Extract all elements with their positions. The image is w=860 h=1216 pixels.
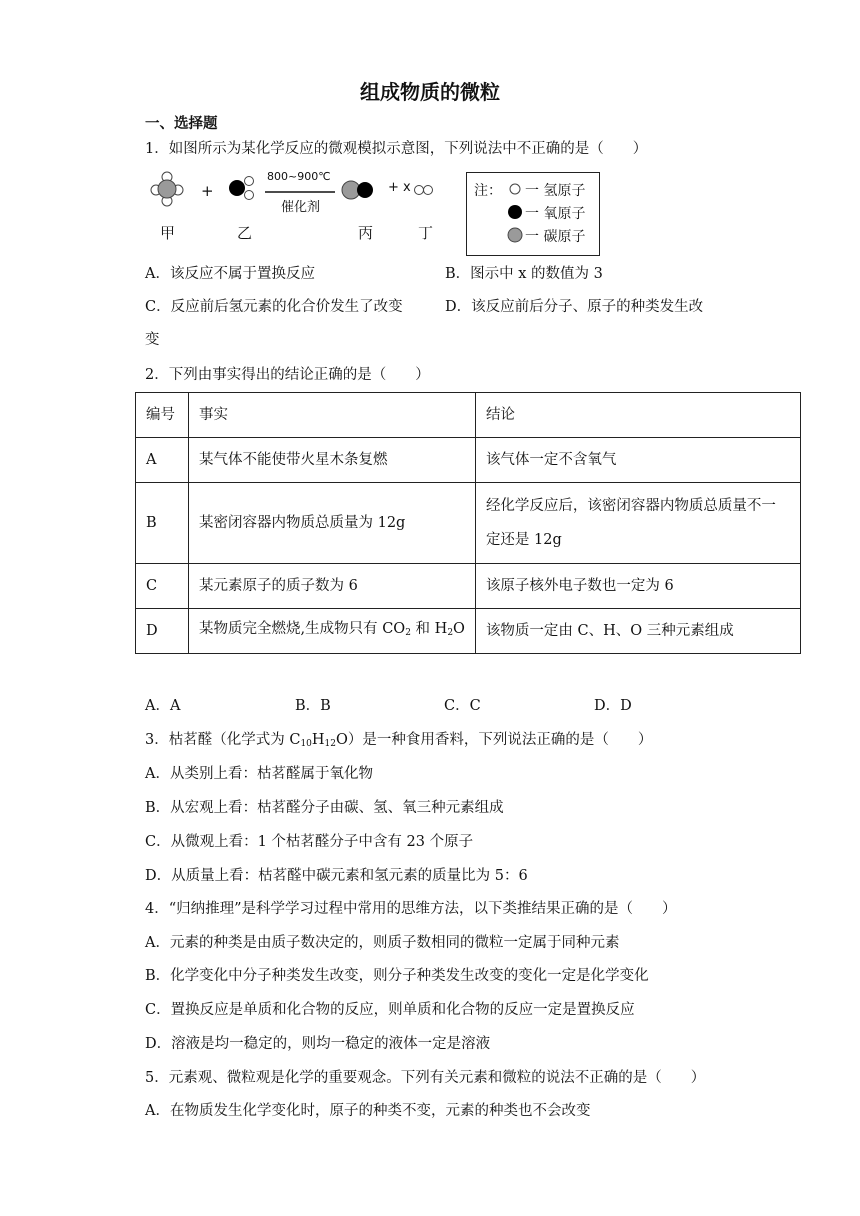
q3-stem <box>145 730 652 754</box>
fact-text: 某物质完全燃烧,生成物只有 CO <box>199 621 406 637</box>
row-id: A <box>136 438 189 483</box>
oxygen-swatch <box>508 205 522 219</box>
legend-carbon: 一 碳原子 <box>525 229 586 245</box>
row-conclusion <box>475 483 800 564</box>
reaction-condition: 800~900℃ <box>267 170 331 183</box>
q4-option-a: A．元素的种类是由质子数决定的，则质子数相同的微粒一定属于同种元素 <box>145 935 620 951</box>
hydrogen-swatch <box>510 184 520 194</box>
facts-table <box>135 392 801 654</box>
q4-option-d: D．溶液是均一稳定的，则均一稳定的液体一定是溶液 <box>145 1036 491 1052</box>
fact-text: O <box>453 621 465 637</box>
q1-option-c: C．反应前后氢元素的化合价发生了改变 <box>145 299 403 315</box>
q5-option-a: A．在物质发生化学变化时，原子的种类不变，元素的种类也不会改变 <box>145 1103 591 1119</box>
header-id: 编号 <box>136 393 189 438</box>
conclusion-line-1: 经化学反应后，该密闭容器内物质总质量不一 <box>485 498 776 514</box>
reaction-catalyst: 催化剂 <box>281 200 321 215</box>
q3-option-b: B．从宏观上看：枯茗醛分子由碳、氢、氧三种元素组成 <box>145 800 504 816</box>
plus-x-sign: + x <box>388 180 411 195</box>
q3-option-a: A．从类别上看：枯茗醛属于氧化物 <box>145 766 373 782</box>
legend-title: 注： <box>474 183 502 199</box>
q3-stem-text: 3．枯茗醛（化学式为 C <box>145 732 301 748</box>
legend-hydrogen: 一 氢原子 <box>525 183 586 199</box>
q3-stem-text: H <box>311 732 325 748</box>
conclusion-line-2: 定还是 12g <box>485 532 562 548</box>
row-fact: 某元素原子的质子数为 6 <box>189 564 476 609</box>
subscript: 12 <box>324 739 336 749</box>
row-fact: 某密闭容器内物质总质量为 12g <box>189 483 476 564</box>
q1-option-d: D．该反应前后分子、原子的种类发生改 <box>445 299 704 315</box>
plus-sign: + <box>201 182 214 200</box>
header-conclusion: 结论 <box>475 393 800 438</box>
legend-oxygen: 一 氧原子 <box>525 206 586 222</box>
q2-option-c: C．C <box>444 698 481 714</box>
fact-text: 和 H <box>410 621 448 637</box>
row-fact: 某气体不能使带火星木条复燃 <box>189 438 476 483</box>
table-row <box>136 564 801 609</box>
section-heading: 一、选择题 <box>145 116 218 132</box>
hydrogen-molecule <box>415 186 433 195</box>
q3-stem-text: O）是一种食用香料，下列说法正确的是（ ） <box>336 732 653 748</box>
label-yi: 乙 <box>237 224 253 242</box>
row-conclusion: 该原子核外电子数也一定为 6 <box>475 564 800 609</box>
row-id: D <box>136 609 189 654</box>
row-fact <box>189 609 476 654</box>
subscript: 10 <box>300 739 312 749</box>
q1-option-d-cont: 变 <box>145 332 160 348</box>
q4-option-c: C．置换反应是单质和化合物的反应，则单质和化合物的反应一定是置换反应 <box>145 1002 635 1018</box>
water-molecule <box>229 177 254 200</box>
row-id: B <box>136 483 189 564</box>
q5-stem: 5．元素观、微粒观是化学的重要观念。下列有关元素和微粒的说法不正确的是（ ） <box>145 1070 706 1086</box>
subscript: 2 <box>447 628 454 638</box>
q2-option-d: D．D <box>594 698 632 714</box>
q3-option-d: D．从质量上看：枯茗醛中碳元素和氢元素的质量比为 5：6 <box>145 868 528 884</box>
page-title: 组成物质的微粒 <box>360 80 500 104</box>
q4-stem: 4．“归纳推理”是科学学习过程中常用的思维方法，以下类推结果正确的是（ ） <box>145 901 677 917</box>
q1-option-b: B．图示中 x 的数值为 3 <box>445 266 603 282</box>
row-id: C <box>136 564 189 609</box>
co-molecule <box>342 181 373 199</box>
table-header-row <box>136 393 801 438</box>
header-fact: 事实 <box>189 393 476 438</box>
subscript: 2 <box>405 628 411 638</box>
label-jia: 甲 <box>160 224 176 242</box>
row-conclusion: 该物质一定由 C、H、O 三种元素组成 <box>475 609 800 654</box>
carbon-swatch <box>508 228 522 242</box>
table-row <box>136 609 801 654</box>
q2-option-a: A．A <box>145 698 181 714</box>
label-ding: 丁 <box>418 224 434 242</box>
q3-option-c: C．从微观上看：1 个枯茗醛分子中含有 23 个原子 <box>145 834 474 850</box>
table-row <box>136 483 801 564</box>
q2-stem: 2．下列由事实得出的结论正确的是（ ） <box>145 367 430 383</box>
methane-molecule <box>151 172 183 206</box>
table-row <box>136 438 801 483</box>
row-conclusion: 该气体一定不含氧气 <box>475 438 800 483</box>
label-bing: 丙 <box>358 224 374 242</box>
atom-legend <box>466 172 600 256</box>
q1-option-a: A．该反应不属于置换反应 <box>145 266 315 282</box>
q2-option-b: B．B <box>295 698 331 714</box>
q4-option-b: B．化学变化中分子种类发生改变，则分子种类发生改变的变化一定是化学变化 <box>145 968 649 984</box>
q1-stem: 1．如图所示为某化学反应的微观模拟示意图，下列说法中不正确的是（ ） <box>145 141 648 157</box>
